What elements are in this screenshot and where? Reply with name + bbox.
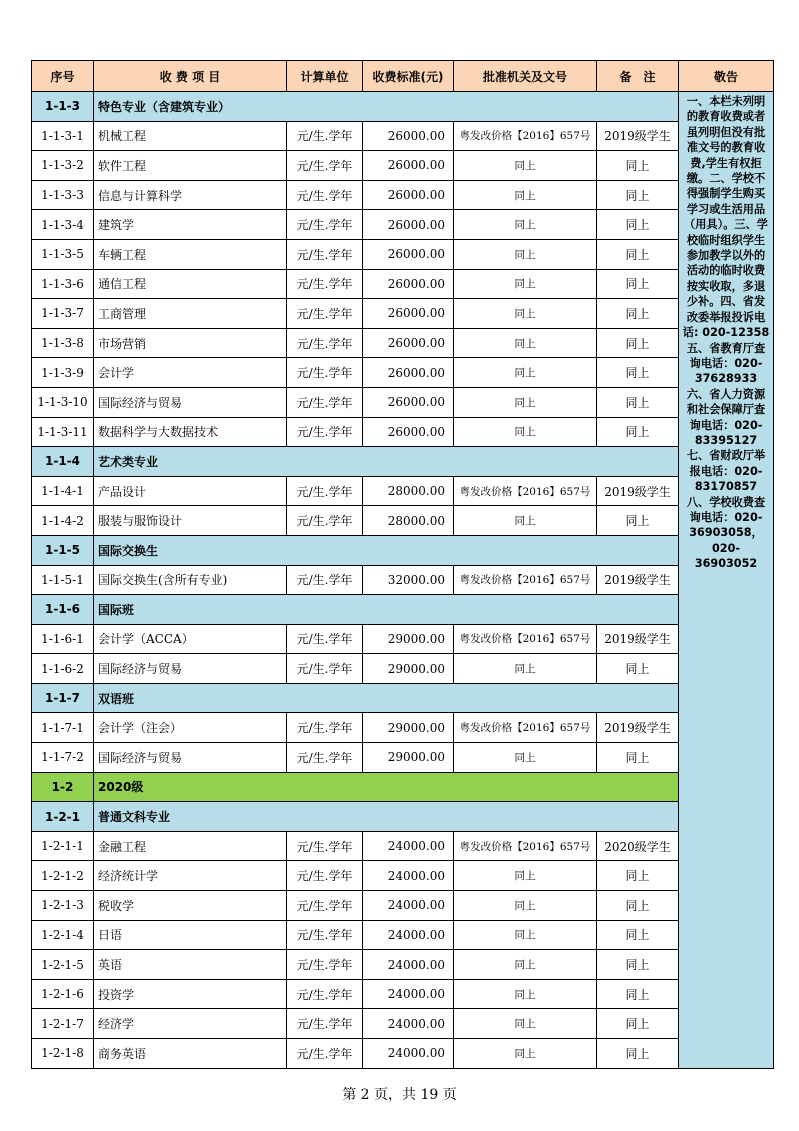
row-unit: 元/生.学年 [287, 269, 363, 299]
row-number: 1-2-1-8 [32, 1039, 94, 1069]
row-unit: 元/生.学年 [287, 950, 363, 980]
section-title: 双语班 [94, 683, 679, 713]
row-unit: 元/生.学年 [287, 239, 363, 269]
row-fee: 24000.00 [363, 831, 454, 861]
row-unit: 元/生.学年 [287, 417, 363, 447]
row-item: 通信工程 [94, 269, 287, 299]
row-item: 工商管理 [94, 299, 287, 329]
row-number: 1-1-4-1 [32, 476, 94, 506]
row-approval: 同上 [454, 328, 597, 358]
row-note: 同上 [597, 328, 679, 358]
table-row [32, 417, 774, 447]
grade-row [32, 772, 774, 802]
row-fee: 26000.00 [363, 358, 454, 388]
section-title: 普通文科专业 [94, 802, 679, 832]
section-number: 1-1-4 [32, 447, 94, 477]
table-row [32, 269, 774, 299]
section-number: 1-2 [32, 772, 94, 802]
row-item: 信息与计算科学 [94, 180, 287, 210]
table-row [32, 506, 774, 536]
table-row [32, 180, 774, 210]
row-fee: 32000.00 [363, 565, 454, 595]
row-number: 1-1-7-2 [32, 743, 94, 773]
row-approval: 同上 [454, 239, 597, 269]
table-body [32, 92, 774, 1069]
row-note: 同上 [597, 743, 679, 773]
row-item: 车辆工程 [94, 239, 287, 269]
row-number: 1-1-6-1 [32, 624, 94, 654]
table-row [32, 299, 774, 329]
row-item: 商务英语 [94, 1039, 287, 1069]
row-fee: 26000.00 [363, 180, 454, 210]
row-fee: 24000.00 [363, 1009, 454, 1039]
section-title: 艺术类专业 [94, 447, 679, 477]
row-unit: 元/生.学年 [287, 210, 363, 240]
row-note: 同上 [597, 891, 679, 921]
row-approval: 同上 [454, 1039, 597, 1069]
row-item: 产品设计 [94, 476, 287, 506]
row-fee: 26000.00 [363, 328, 454, 358]
row-note: 同上 [597, 269, 679, 299]
fee-table [31, 60, 774, 1068]
row-item: 经济学 [94, 1009, 287, 1039]
section-row [32, 595, 774, 625]
row-fee: 26000.00 [363, 269, 454, 299]
row-note: 同上 [597, 1009, 679, 1039]
table-row [32, 565, 774, 595]
table-row [32, 151, 774, 181]
section-row [32, 802, 774, 832]
row-number: 1-2-1-3 [32, 891, 94, 921]
row-note: 同上 [597, 239, 679, 269]
row-approval: 粤发改价格【2016】657号 [454, 831, 597, 861]
row-note: 2019级学生 [597, 624, 679, 654]
table-row [32, 713, 774, 743]
table-row [32, 1009, 774, 1039]
row-unit: 元/生.学年 [287, 358, 363, 388]
row-note: 同上 [597, 358, 679, 388]
row-approval: 同上 [454, 358, 597, 388]
row-approval: 粤发改价格【2016】657号 [454, 121, 597, 151]
table-row [32, 328, 774, 358]
section-row [32, 535, 774, 565]
row-item: 国际经济与贸易 [94, 743, 287, 773]
table-row [32, 121, 774, 151]
row-number: 1-1-3-7 [32, 299, 94, 329]
row-number: 1-1-3-9 [32, 358, 94, 388]
table-row [32, 654, 774, 684]
row-note: 同上 [597, 210, 679, 240]
row-note: 同上 [597, 861, 679, 891]
row-fee: 26000.00 [363, 151, 454, 181]
row-fee: 24000.00 [363, 1039, 454, 1069]
header-no: 序号 [32, 61, 94, 92]
row-unit: 元/生.学年 [287, 476, 363, 506]
table-row [32, 476, 774, 506]
row-fee: 26000.00 [363, 299, 454, 329]
row-approval: 粤发改价格【2016】657号 [454, 713, 597, 743]
row-item: 国际交换生(含所有专业) [94, 565, 287, 595]
row-approval: 同上 [454, 920, 597, 950]
row-item: 投资学 [94, 979, 287, 1009]
row-approval: 同上 [454, 743, 597, 773]
section-number: 1-2-1 [32, 802, 94, 832]
row-item: 税收学 [94, 891, 287, 921]
row-item: 金融工程 [94, 831, 287, 861]
table-row [32, 387, 774, 417]
row-number: 1-2-1-6 [32, 979, 94, 1009]
row-number: 1-1-3-2 [32, 151, 94, 181]
row-fee: 24000.00 [363, 920, 454, 950]
section-number: 1-1-6 [32, 595, 94, 625]
page-footer: 第 2 页，共 19 页 [342, 1087, 457, 1103]
row-note: 同上 [597, 180, 679, 210]
row-note: 同上 [597, 506, 679, 536]
row-number: 1-1-3-10 [32, 387, 94, 417]
header-approval: 批准机关及文号 [454, 61, 597, 92]
row-note: 同上 [597, 151, 679, 181]
row-unit: 元/生.学年 [287, 299, 363, 329]
row-item: 数据科学与大数据技术 [94, 417, 287, 447]
row-number: 1-1-7-1 [32, 713, 94, 743]
row-unit: 元/生.学年 [287, 180, 363, 210]
row-note: 同上 [597, 950, 679, 980]
row-approval: 同上 [454, 180, 597, 210]
row-unit: 元/生.学年 [287, 891, 363, 921]
row-unit: 元/生.学年 [287, 743, 363, 773]
row-item: 国际经济与贸易 [94, 654, 287, 684]
row-number: 1-1-3-4 [32, 210, 94, 240]
row-fee: 24000.00 [363, 861, 454, 891]
header-item: 收 费 项 目 [94, 61, 287, 92]
row-unit: 元/生.学年 [287, 121, 363, 151]
row-note: 2019级学生 [597, 713, 679, 743]
row-number: 1-2-1-7 [32, 1009, 94, 1039]
row-number: 1-2-1-1 [32, 831, 94, 861]
table-row [32, 743, 774, 773]
row-approval: 同上 [454, 861, 597, 891]
row-approval: 同上 [454, 269, 597, 299]
row-note: 同上 [597, 654, 679, 684]
row-approval: 同上 [454, 210, 597, 240]
row-number: 1-1-3-1 [32, 121, 94, 151]
row-approval: 同上 [454, 299, 597, 329]
row-note: 同上 [597, 920, 679, 950]
row-unit: 元/生.学年 [287, 565, 363, 595]
row-item: 国际经济与贸易 [94, 387, 287, 417]
row-approval: 同上 [454, 417, 597, 447]
row-approval: 同上 [454, 979, 597, 1009]
row-number: 1-1-3-3 [32, 180, 94, 210]
section-number: 1-1-5 [32, 535, 94, 565]
section-number: 1-1-7 [32, 683, 94, 713]
row-unit: 元/生.学年 [287, 713, 363, 743]
row-approval: 同上 [454, 950, 597, 980]
section-row [32, 683, 774, 713]
row-unit: 元/生.学年 [287, 920, 363, 950]
header-fee: 收费标准(元) [363, 61, 454, 92]
row-item: 服装与服饰设计 [94, 506, 287, 536]
row-fee: 29000.00 [363, 743, 454, 773]
warning-notice: 一、本栏未列明的教育收费或者虽列明但没有批准文号的教育收费,学生有权拒缴。二、学校不得强制学生购买学习或生活用品（用具）。三、学校临时组织学生参加教学以外的活动的临时收费按实收取，多退少补。四、省发改委举报投诉电话: 020-12358 五、省教育厅查询电话：020-37628933 六、省人力资源和社会保障厅查询电话：020-83395127 七、省财政厅举报电话：020-83170857 八、学校收费查询电话：020-36903058，020-36903052 [679, 92, 774, 1069]
row-note: 同上 [597, 1039, 679, 1069]
section-title: 国际交换生 [94, 535, 679, 565]
row-unit: 元/生.学年 [287, 1009, 363, 1039]
row-approval: 同上 [454, 891, 597, 921]
table-row [32, 950, 774, 980]
table-row [32, 1039, 774, 1069]
section-title: 特色专业（含建筑专业） [94, 92, 679, 122]
row-fee: 26000.00 [363, 239, 454, 269]
row-approval: 同上 [454, 654, 597, 684]
row-unit: 元/生.学年 [287, 624, 363, 654]
row-number: 1-1-5-1 [32, 565, 94, 595]
row-approval: 粤发改价格【2016】657号 [454, 565, 597, 595]
row-fee: 28000.00 [363, 476, 454, 506]
section-title: 国际班 [94, 595, 679, 625]
row-unit: 元/生.学年 [287, 654, 363, 684]
row-item: 经济统计学 [94, 861, 287, 891]
row-fee: 24000.00 [363, 950, 454, 980]
row-number: 1-1-6-2 [32, 654, 94, 684]
row-fee: 26000.00 [363, 417, 454, 447]
header-row [32, 61, 774, 92]
row-number: 1-1-3-11 [32, 417, 94, 447]
row-number: 1-2-1-4 [32, 920, 94, 950]
row-fee: 26000.00 [363, 387, 454, 417]
row-approval: 同上 [454, 151, 597, 181]
section-title: 2020级 [94, 772, 679, 802]
row-note: 同上 [597, 387, 679, 417]
row-unit: 元/生.学年 [287, 328, 363, 358]
row-note: 2019级学生 [597, 476, 679, 506]
table-row [32, 920, 774, 950]
row-unit: 元/生.学年 [287, 151, 363, 181]
row-note: 同上 [597, 979, 679, 1009]
table-row [32, 210, 774, 240]
row-approval: 粤发改价格【2016】657号 [454, 476, 597, 506]
section-row [32, 447, 774, 477]
row-unit: 元/生.学年 [287, 831, 363, 861]
table-row [32, 358, 774, 388]
row-unit: 元/生.学年 [287, 506, 363, 536]
row-item: 会计学 [94, 358, 287, 388]
row-fee: 29000.00 [363, 624, 454, 654]
row-number: 1-2-1-2 [32, 861, 94, 891]
row-fee: 28000.00 [363, 506, 454, 536]
row-item: 软件工程 [94, 151, 287, 181]
row-fee: 24000.00 [363, 891, 454, 921]
row-unit: 元/生.学年 [287, 1039, 363, 1069]
row-unit: 元/生.学年 [287, 861, 363, 891]
row-unit: 元/生.学年 [287, 979, 363, 1009]
row-approval: 粤发改价格【2016】657号 [454, 624, 597, 654]
row-item: 机械工程 [94, 121, 287, 151]
table-row [32, 239, 774, 269]
row-fee: 29000.00 [363, 654, 454, 684]
row-item: 英语 [94, 950, 287, 980]
row-fee: 26000.00 [363, 121, 454, 151]
row-number: 1-1-4-2 [32, 506, 94, 536]
row-approval: 同上 [454, 387, 597, 417]
row-number: 1-1-3-6 [32, 269, 94, 299]
table-row [32, 624, 774, 654]
row-fee: 24000.00 [363, 979, 454, 1009]
row-note: 2020级学生 [597, 831, 679, 861]
section-number: 1-1-3 [32, 92, 94, 122]
row-note: 同上 [597, 299, 679, 329]
row-note: 2019级学生 [597, 121, 679, 151]
table-row [32, 979, 774, 1009]
table-row [32, 831, 774, 861]
row-approval: 同上 [454, 506, 597, 536]
row-note: 2019级学生 [597, 565, 679, 595]
row-number: 1-2-1-5 [32, 950, 94, 980]
row-item: 日语 [94, 920, 287, 950]
row-approval: 同上 [454, 1009, 597, 1039]
table-row [32, 891, 774, 921]
row-item: 会计学（注会） [94, 713, 287, 743]
row-fee: 26000.00 [363, 210, 454, 240]
row-note: 同上 [597, 417, 679, 447]
row-unit: 元/生.学年 [287, 387, 363, 417]
row-item: 市场营销 [94, 328, 287, 358]
row-number: 1-1-3-8 [32, 328, 94, 358]
header-warning: 敬告 [679, 61, 774, 92]
row-item: 会计学（ACCA） [94, 624, 287, 654]
row-number: 1-1-3-5 [32, 239, 94, 269]
section-row [32, 92, 774, 122]
row-fee: 29000.00 [363, 713, 454, 743]
table-row [32, 861, 774, 891]
header-note: 备 注 [597, 61, 679, 92]
header-unit: 计算单位 [287, 61, 363, 92]
row-item: 建筑学 [94, 210, 287, 240]
